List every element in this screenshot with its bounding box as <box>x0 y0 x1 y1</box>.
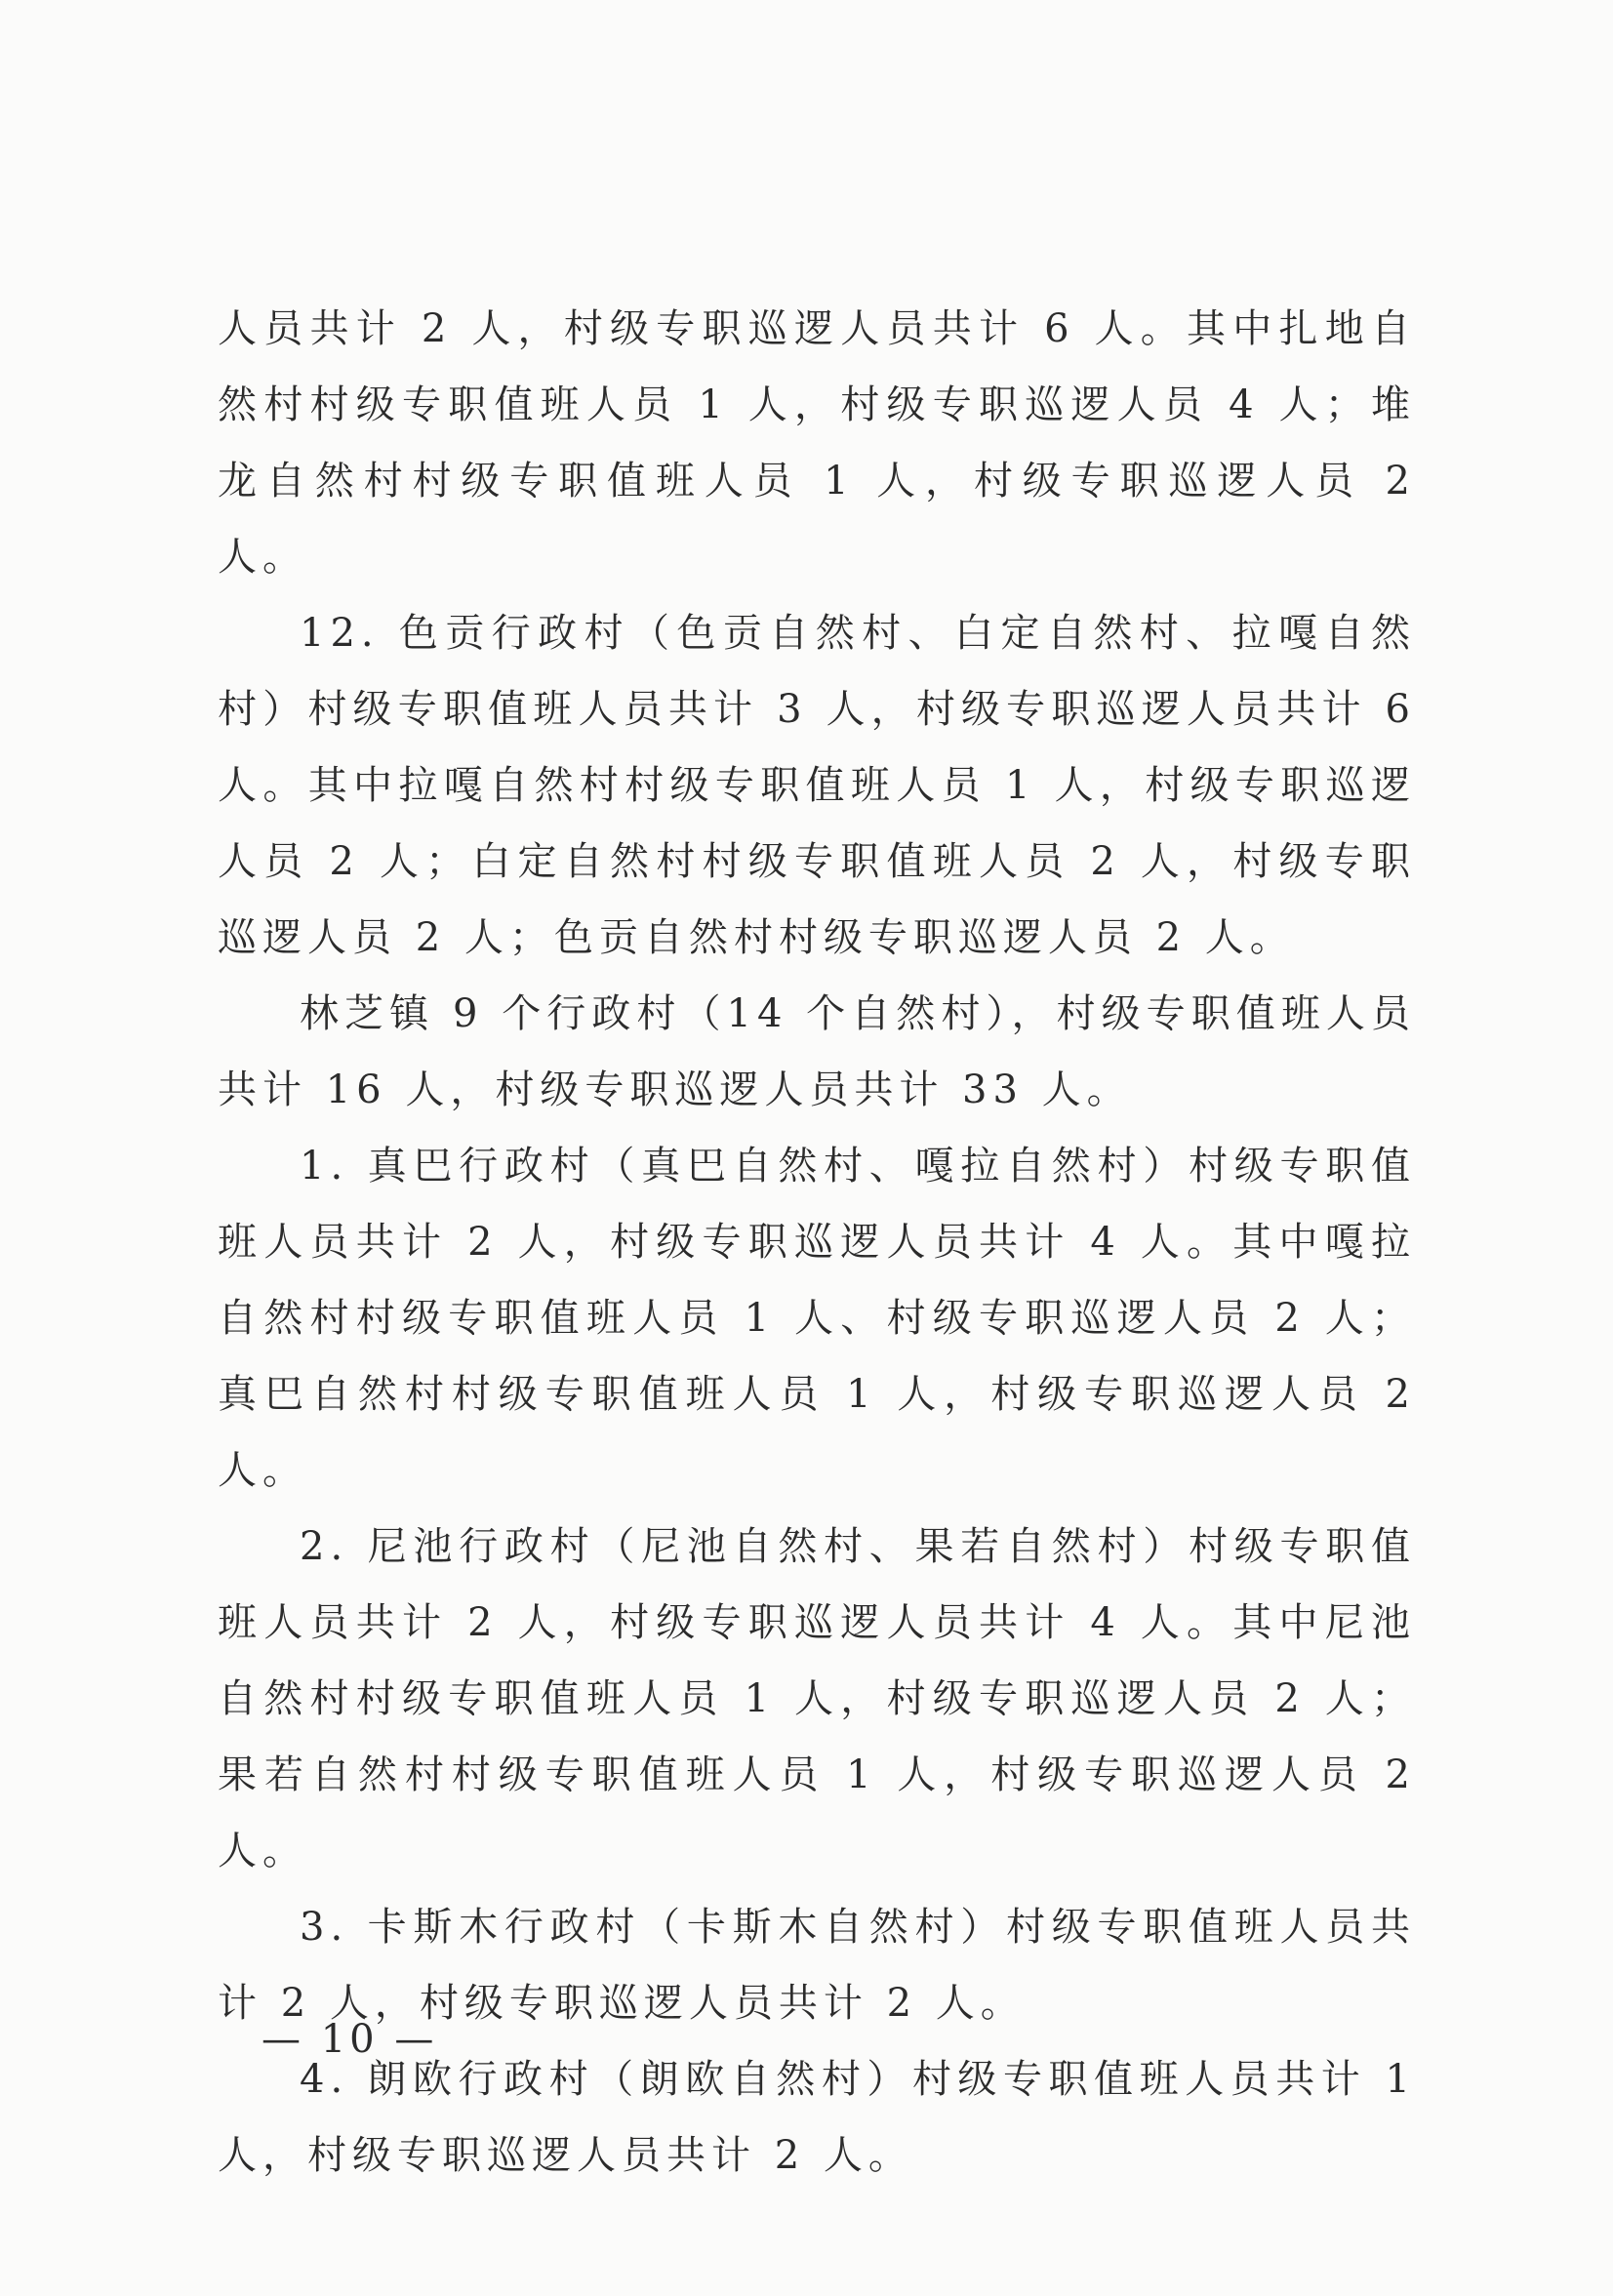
paragraph: 12. 色贡行政村（色贡自然村、白定自然村、拉嘎自然村）村级专职值班人员共计 3 人，村级专职巡逻人员共计 6 人。其中拉嘎自然村村级专职值班人员 1 人，村级专职巡逻人员 2 人；白定自然村村级专职值班人员 2 人，村级专职巡逻人员 2 人；色贡自然村村级专职巡逻人员 2 人。 <box>218 611 1416 960</box>
paragraph: 人员共计 2 人，村级专职巡逻人员共计 6 人。其中扎地自然村村级专职值班人员 1 人，村级专职巡逻人员 4 人；堆龙自然村村级专职值班人员 1 人，村级专职巡逻人员 2 人。 <box>218 306 1416 580</box>
paragraph: 林芝镇 9 个行政村（14 个自然村），村级专职值班人员共计 16 人，村级专职巡逻人员共计 33 人。 <box>218 991 1416 1112</box>
paragraph: 1. 真巴行政村（真巴自然村、嘎拉自然村）村级专职值班人员共计 2 人，村级专职巡逻人员共计 4 人。其中嘎拉自然村村级专职值班人员 1 人、村级专职巡逻人员 2 人；真巴自然村村级专职值班人员 1 人，村级专职巡逻人员 2 人。 <box>218 1144 1416 1493</box>
paragraph: 2. 尼池行政村（尼池自然村、果若自然村）村级专职值班人员共计 2 人，村级专职巡逻人员共计 4 人。其中尼池自然村村级专职值班人员 1 人，村级专职巡逻人员 2 人；果若自然村村级专职值班人员 1 人，村级专职巡逻人员 2 人。 <box>218 1524 1416 1873</box>
paragraph: 3. 卡斯木行政村（卡斯木自然村）村级专职值班人员共计 2 人，村级专职巡逻人员共计 2 人。 <box>218 1905 1416 2026</box>
body-text <box>218 291 1416 2194</box>
paragraph: 4. 朗欧行政村（朗欧自然村）村级专职值班人员共计 1 人，村级专职巡逻人员共计 2 人。 <box>218 2057 1416 2178</box>
page-number: — 10 — <box>262 2017 438 2062</box>
